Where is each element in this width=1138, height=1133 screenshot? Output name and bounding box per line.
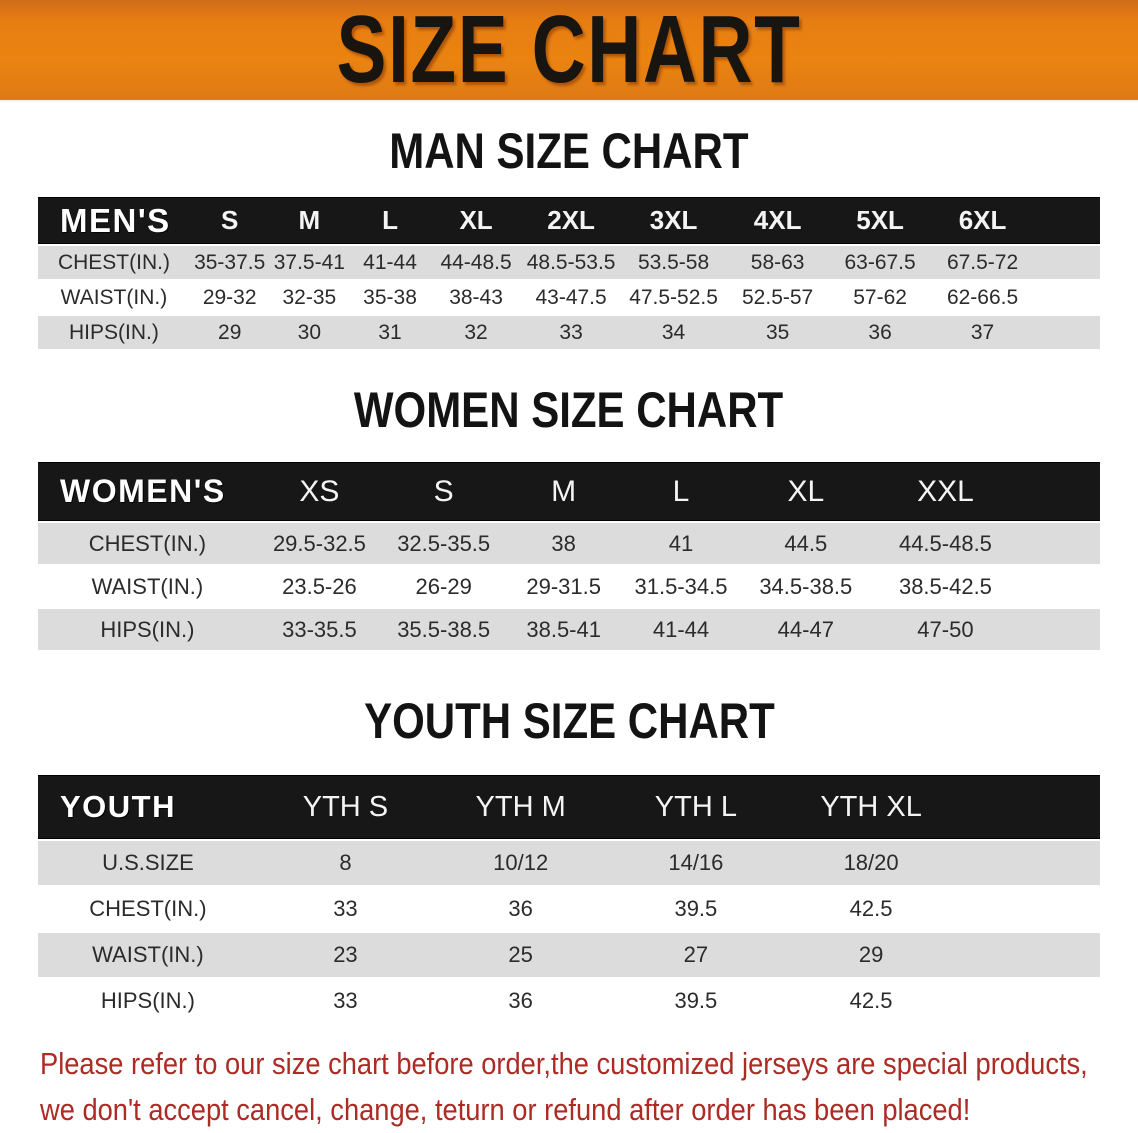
size-value-cell: 29-32	[190, 281, 270, 314]
size-column-header: YTH S	[258, 775, 433, 839]
size-value-cell: 30	[270, 316, 350, 349]
size-value-cell: 48.5-53.5	[521, 246, 621, 279]
size-value-cell: 39.5	[608, 979, 783, 1023]
size-column-header: 2XL	[521, 197, 621, 244]
size-value-cell: 32-35	[270, 281, 350, 314]
disclaimer-line-1: Please refer to our size chart before order,the customized jerseys are special products,	[40, 1046, 1088, 1081]
size-value-cell: 8	[258, 841, 433, 885]
size-value-cell: 26-29	[382, 566, 505, 607]
size-table-row	[38, 933, 1100, 977]
size-table-row	[38, 316, 1100, 349]
size-value-cell: 32	[431, 316, 521, 349]
size-value-cell: 41-44	[622, 609, 740, 650]
size-value-cell: 33	[521, 316, 621, 349]
size-value-cell: 58-63	[726, 246, 829, 279]
youth-section-heading-text: YOUTH SIZE CHART	[363, 693, 775, 749]
size-value-cell: 35.5-38.5	[382, 609, 505, 650]
size-table-row	[38, 523, 1100, 564]
size-value-cell: 31	[349, 316, 431, 349]
size-value-cell: 62-66.5	[931, 281, 1034, 314]
size-column-header: XXL	[872, 462, 1020, 521]
size-column-header: M	[505, 462, 622, 521]
size-value-cell: 18/20	[783, 841, 958, 885]
size-value-cell: 47-50	[872, 609, 1020, 650]
youth-section-heading	[0, 693, 1138, 749]
size-value-cell: 31.5-34.5	[622, 566, 740, 607]
row-spacer	[959, 933, 1100, 977]
size-value-cell: 63-67.5	[829, 246, 931, 279]
size-table-row	[38, 566, 1100, 607]
size-table-row	[38, 246, 1100, 279]
size-column-header: XL	[431, 197, 521, 244]
size-column-header: L	[622, 462, 740, 521]
size-value-cell: 29-31.5	[505, 566, 622, 607]
size-value-cell: 35-38	[349, 281, 431, 314]
man-section-heading	[0, 123, 1138, 179]
header-spacer	[1034, 197, 1100, 244]
size-table-row	[38, 609, 1100, 650]
header-spacer	[1019, 462, 1100, 521]
size-column-header: L	[349, 197, 431, 244]
size-value-cell: 44-47	[740, 609, 872, 650]
measurement-label: CHEST(IN.)	[38, 523, 257, 564]
size-table-header-row	[38, 775, 1100, 839]
size-value-cell: 41-44	[349, 246, 431, 279]
size-column-header: M	[270, 197, 350, 244]
measurement-label: WAIST(IN.)	[38, 566, 257, 607]
size-column-header: 4XL	[726, 197, 829, 244]
size-value-cell: 36	[433, 887, 608, 931]
mens-size-table	[38, 195, 1100, 351]
womens-size-table	[38, 460, 1100, 652]
measurement-label: CHEST(IN.)	[38, 887, 258, 931]
size-table-header-row	[38, 462, 1100, 521]
size-column-header: YTH L	[608, 775, 783, 839]
size-value-cell: 57-62	[829, 281, 931, 314]
size-table-row	[38, 841, 1100, 885]
size-value-cell: 38.5-42.5	[872, 566, 1020, 607]
row-spacer	[1034, 281, 1100, 314]
size-table-row	[38, 281, 1100, 314]
size-value-cell: 23	[258, 933, 433, 977]
size-value-cell: 10/12	[433, 841, 608, 885]
row-spacer	[1019, 523, 1100, 564]
size-chart-banner	[0, 0, 1138, 102]
row-spacer	[1034, 316, 1100, 349]
size-table-header-row	[38, 197, 1100, 244]
size-value-cell: 36	[433, 979, 608, 1023]
size-value-cell: 32.5-35.5	[382, 523, 505, 564]
size-value-cell: 37	[931, 316, 1034, 349]
size-value-cell: 38.5-41	[505, 609, 622, 650]
size-value-cell: 41	[622, 523, 740, 564]
measurement-label: U.S.SIZE	[38, 841, 258, 885]
women-section-heading-text: WOMEN SIZE CHART	[354, 382, 784, 438]
size-value-cell: 34.5-38.5	[740, 566, 872, 607]
table-corner-label: YOUTH	[38, 775, 258, 839]
size-value-cell: 38-43	[431, 281, 521, 314]
youth-size-table	[38, 773, 1100, 1025]
header-spacer	[959, 775, 1100, 839]
size-column-header: S	[190, 197, 270, 244]
size-value-cell: 42.5	[783, 887, 958, 931]
measurement-label: HIPS(IN.)	[38, 979, 258, 1023]
size-column-header: 5XL	[829, 197, 931, 244]
size-value-cell: 23.5-26	[257, 566, 382, 607]
women-section-heading	[0, 382, 1138, 438]
size-value-cell: 53.5-58	[621, 246, 726, 279]
size-value-cell: 25	[433, 933, 608, 977]
size-value-cell: 38	[505, 523, 622, 564]
size-table-row	[38, 979, 1100, 1023]
size-value-cell: 34	[621, 316, 726, 349]
size-column-header: S	[382, 462, 505, 521]
size-value-cell: 36	[829, 316, 931, 349]
banner-title: SIZE CHART	[336, 0, 802, 103]
disclaimer-line-2: we don't accept cancel, change, teturn or refund after order has been placed!	[40, 1092, 971, 1127]
size-value-cell: 44.5-48.5	[872, 523, 1020, 564]
row-spacer	[1019, 609, 1100, 650]
table-corner-label: WOMEN'S	[38, 462, 257, 521]
disclaimer	[40, 1041, 1138, 1133]
size-value-cell: 29.5-32.5	[257, 523, 382, 564]
measurement-label: HIPS(IN.)	[38, 316, 190, 349]
row-spacer	[959, 887, 1100, 931]
size-value-cell: 27	[608, 933, 783, 977]
size-column-header: 3XL	[621, 197, 726, 244]
size-column-header: XL	[740, 462, 872, 521]
size-value-cell: 44-48.5	[431, 246, 521, 279]
size-table-row	[38, 887, 1100, 931]
row-spacer	[959, 841, 1100, 885]
size-value-cell: 47.5-52.5	[621, 281, 726, 314]
size-column-header: YTH XL	[783, 775, 958, 839]
measurement-label: CHEST(IN.)	[38, 246, 190, 279]
measurement-label: HIPS(IN.)	[38, 609, 257, 650]
size-value-cell: 44.5	[740, 523, 872, 564]
size-value-cell: 39.5	[608, 887, 783, 931]
size-value-cell: 67.5-72	[931, 246, 1034, 279]
size-value-cell: 29	[783, 933, 958, 977]
size-column-header: 6XL	[931, 197, 1034, 244]
row-spacer	[1034, 246, 1100, 279]
row-spacer	[1019, 566, 1100, 607]
measurement-label: WAIST(IN.)	[38, 281, 190, 314]
man-section-heading-text: MAN SIZE CHART	[389, 123, 749, 179]
size-column-header: XS	[257, 462, 382, 521]
size-value-cell: 43-47.5	[521, 281, 621, 314]
size-column-header: YTH M	[433, 775, 608, 839]
size-value-cell: 14/16	[608, 841, 783, 885]
size-value-cell: 29	[190, 316, 270, 349]
row-spacer	[959, 979, 1100, 1023]
measurement-label: WAIST(IN.)	[38, 933, 258, 977]
size-value-cell: 42.5	[783, 979, 958, 1023]
size-value-cell: 37.5-41	[270, 246, 350, 279]
table-corner-label: MEN'S	[38, 197, 190, 244]
size-value-cell: 33	[258, 979, 433, 1023]
size-value-cell: 35	[726, 316, 829, 349]
size-value-cell: 33-35.5	[257, 609, 382, 650]
size-value-cell: 33	[258, 887, 433, 931]
size-value-cell: 52.5-57	[726, 281, 829, 314]
size-value-cell: 35-37.5	[190, 246, 270, 279]
